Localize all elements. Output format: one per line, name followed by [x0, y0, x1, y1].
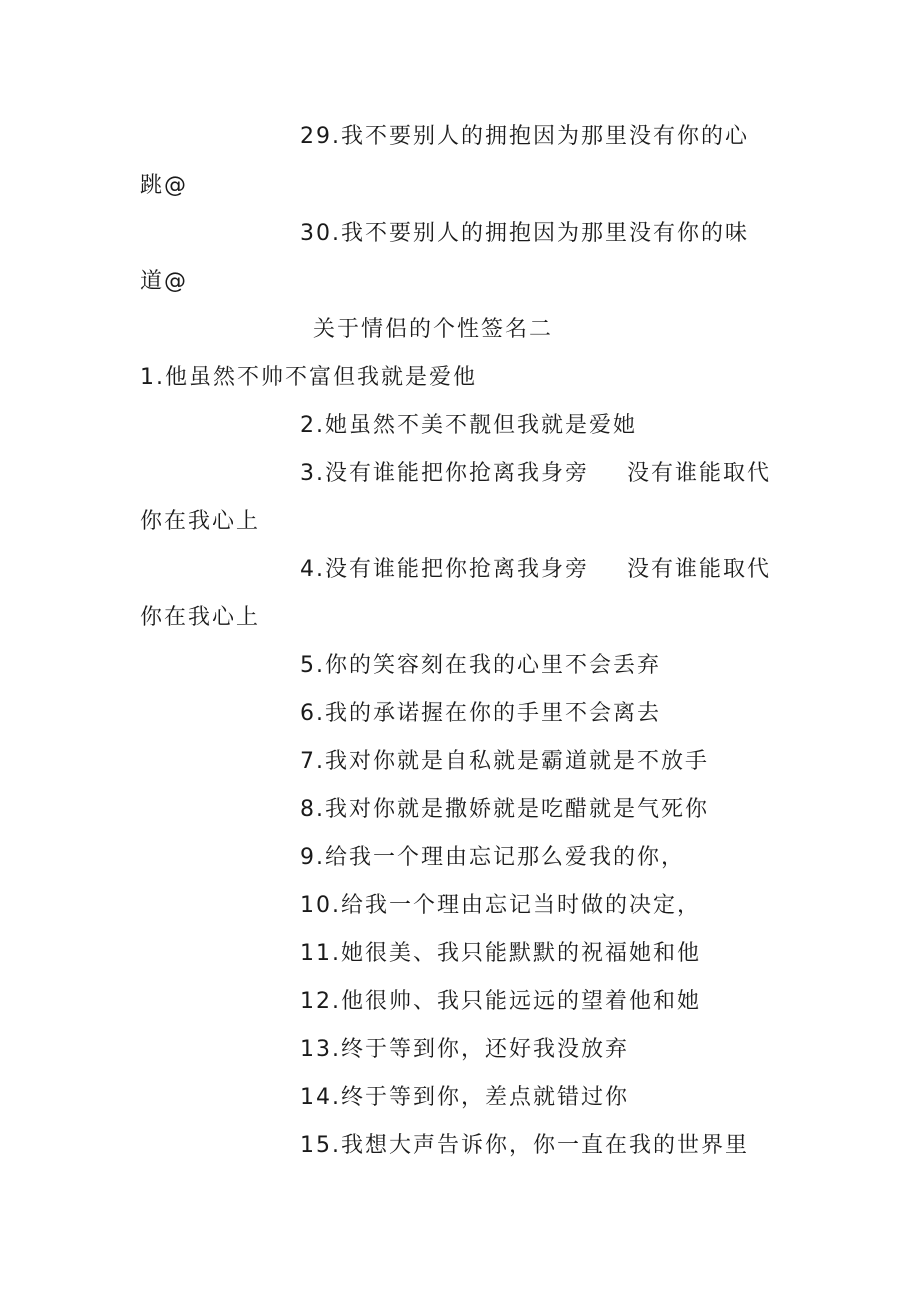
signature-line-29-continued: 跳@ [140, 173, 189, 198]
signature-line-4-continued: 你在我心上 [140, 605, 261, 630]
signature-line-29: 29.我不要别人的拥抱因为那里没有你的心 [300, 124, 749, 149]
signature-line-4 [300, 555, 771, 585]
signature-line-14: 14.终于等到你，差点就错过你 [300, 1085, 629, 1110]
signature-line-3 [300, 459, 771, 489]
signature-line-3-continued: 你在我心上 [140, 509, 261, 534]
signature-line-13: 13.终于等到你，还好我没放弃 [300, 1037, 629, 1062]
signature-line-2: 2.她虽然不美不靓但我就是爱她 [300, 413, 637, 438]
signature-line-7: 7.我对你就是自私就是霸道就是不放手 [300, 749, 709, 774]
signature-line-12: 12.他很帅、我只能远远的望着他和她 [300, 989, 701, 1014]
signature-line-8: 8.我对你就是撒娇就是吃醋就是气死你 [300, 797, 709, 822]
signature-line-1: 1.他虽然不帅不富但我就是爱他 [140, 365, 477, 390]
signature-line-30-continued: 道@ [140, 269, 189, 294]
signature-line-6: 6.我的承诺握在你的手里不会离去 [300, 701, 661, 726]
signature-line-3-part1: 3.没有谁能把你抢离我身旁 [300, 461, 589, 486]
signature-line-5: 5.你的笑容刻在我的心里不会丢弃 [300, 653, 661, 678]
signature-line-30: 30.我不要别人的拥抱因为那里没有你的味 [300, 221, 749, 246]
signature-line-10: 10.给我一个理由忘记当时做的决定， [300, 893, 701, 918]
section-heading: 关于情侣的个性签名二 [313, 317, 554, 342]
signature-line-4-part1: 4.没有谁能把你抢离我身旁 [300, 557, 589, 582]
signature-line-4-part2: 没有谁能取代 [627, 557, 772, 582]
signature-line-9: 9.给我一个理由忘记那么爱我的你， [300, 845, 685, 870]
signature-line-11: 11.她很美、我只能默默的祝福她和他 [300, 941, 701, 966]
signature-line-3-part2: 没有谁能取代 [627, 461, 772, 486]
signature-line-15: 15.我想大声告诉你，你一直在我的世界里 [300, 1133, 749, 1158]
